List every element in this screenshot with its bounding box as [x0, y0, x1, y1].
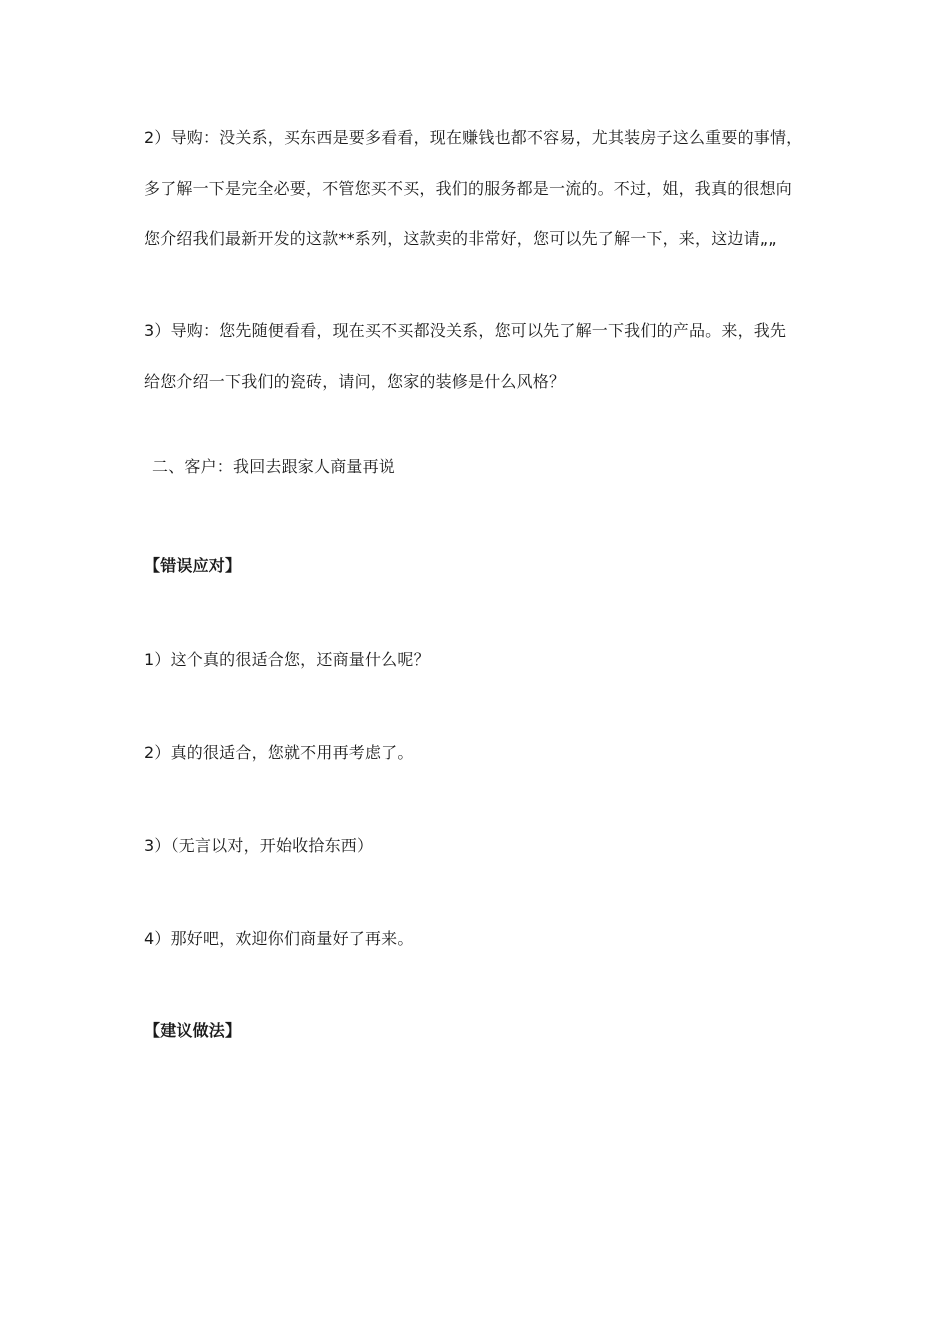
wrong-item-3: 3）（无言以对，开始收拾东西） — [144, 836, 374, 855]
paragraph-2-line-1: 2）导购：没关系，买东西是要多看看，现在赚钱也都不容易，尤其装房子这么重要的事情， — [144, 128, 803, 147]
section-2-title: 二、客户：我回去跟家人商量再说 — [152, 457, 396, 476]
paragraph-2-line-2: 多了解一下是完全必要，不管您买不买，我们的服务都是一流的。不过，姐，我真的很想向 — [144, 179, 793, 198]
wrong-item-1: 1）这个真的很适合您，还商量什么呢？ — [144, 650, 430, 669]
paragraph-3-line-1: 3）导购：您先随便看看，现在买不买都没关系，您可以先了解一下我们的产品。来，我先 — [144, 321, 787, 340]
paragraph-3-line-2: 给您介绍一下我们的瓷砖，请问，您家的装修是什么风格？ — [144, 372, 566, 391]
wrong-item-2: 2）真的很适合，您就不用再考虑了。 — [144, 743, 414, 762]
wrong-response-heading: 【错误应对】 — [144, 556, 242, 575]
suggested-approach-heading: 【建议做法】 — [144, 1021, 242, 1040]
paragraph-2-line-3: 您介绍我们最新开发的这款**系列，这款卖的非常好，您可以先了解一下，来，这边请„„ — [144, 229, 777, 248]
wrong-item-4: 4）那好吧，欢迎你们商量好了再来。 — [144, 929, 414, 948]
